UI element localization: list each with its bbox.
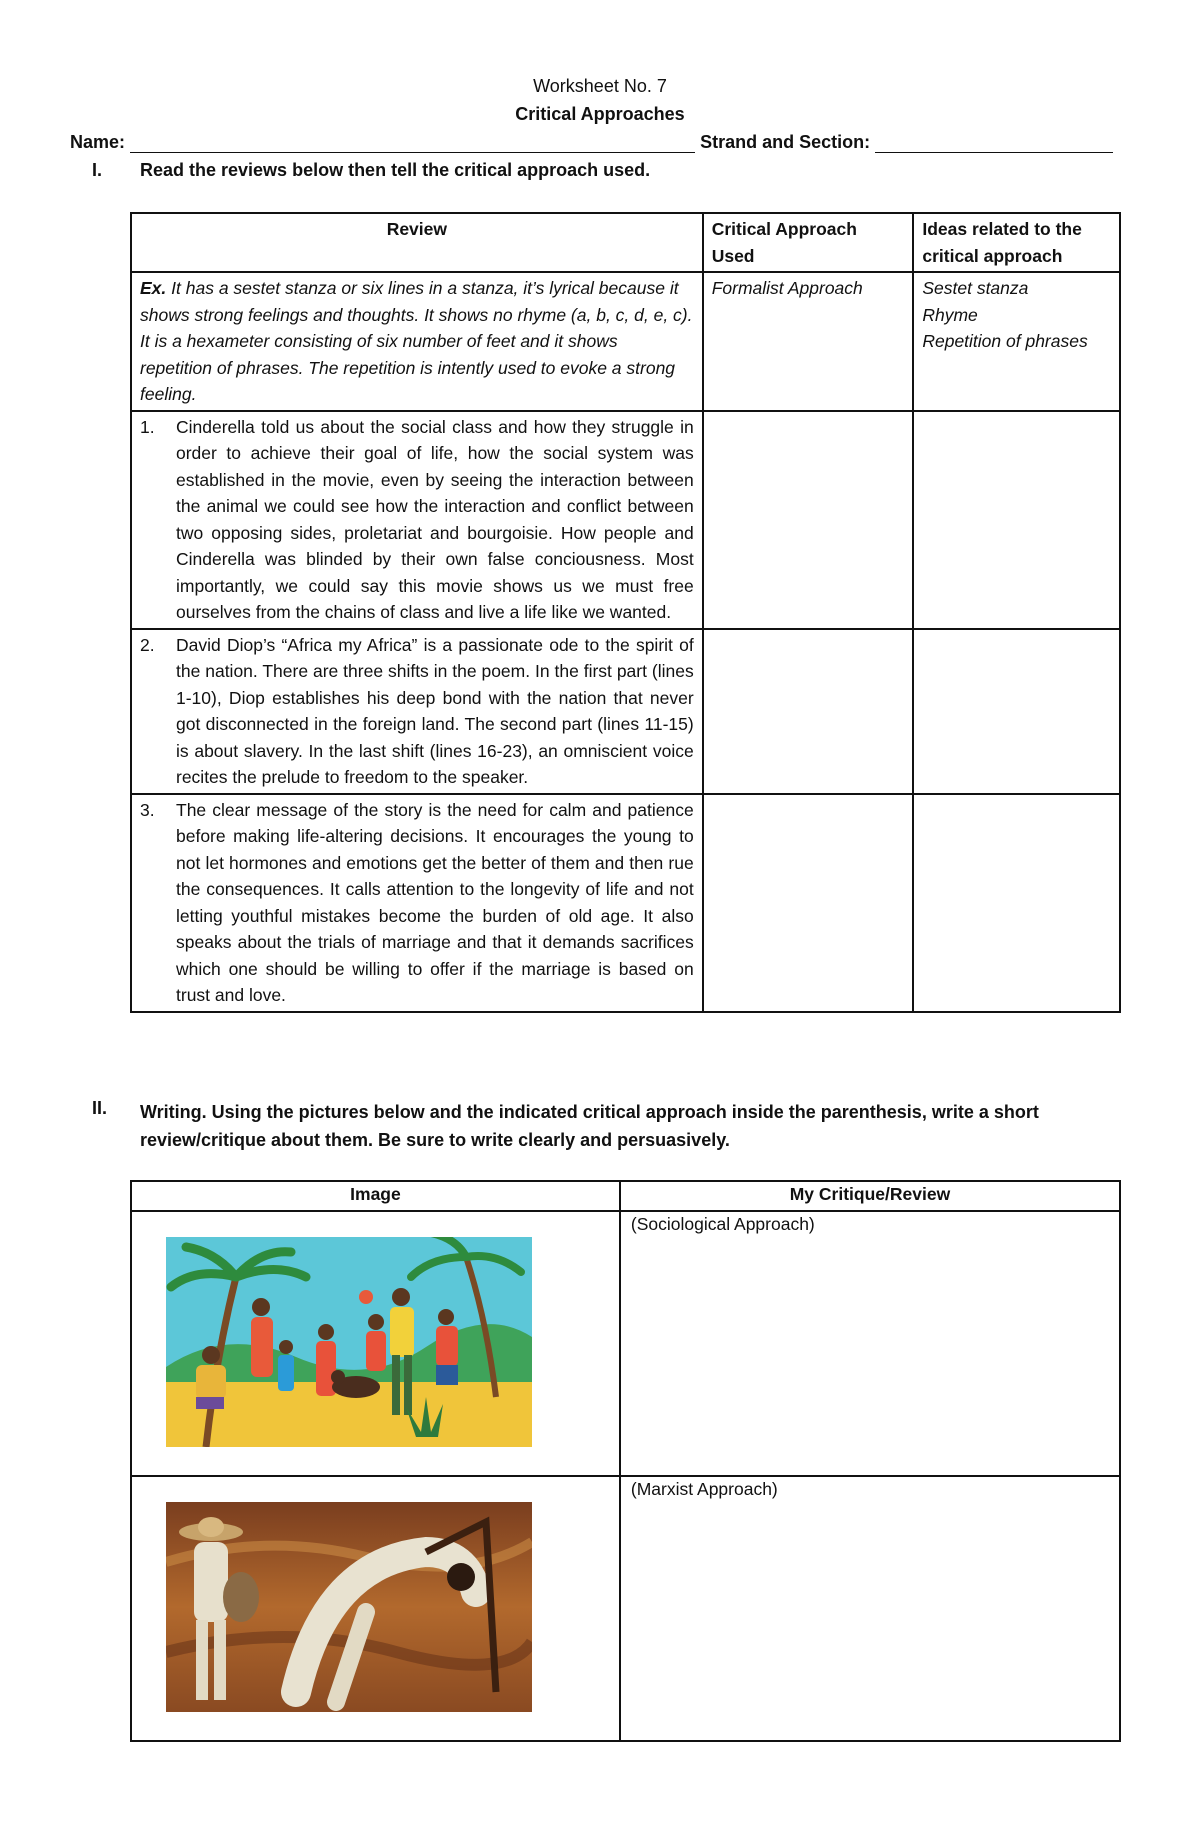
example-row	[131, 272, 1120, 411]
review-cell	[131, 411, 703, 629]
review-number: 3.	[140, 799, 155, 820]
example-review	[131, 272, 703, 411]
image-cell	[131, 1211, 620, 1476]
col-approach-header: Critical Approach Used	[703, 213, 914, 272]
worksheet-number: Worksheet No. 7	[533, 76, 667, 96]
ideas-answer-cell[interactable]	[913, 411, 1120, 629]
review-number: 2.	[140, 634, 155, 655]
section2-roman: II.	[92, 1098, 108, 1118]
review-row	[131, 794, 1120, 1012]
review-text: Cinderella told us about the social class and how they struggle in order to achieve their goal of life, how the social system was established in the movie, even by seeing the interaction between the animal we could see how the interaction and conflict between two opposing sides, proletariat and bourgoisie. How people and Cinderella was blinded by their own false conciousness. Most importantly, we could say this movie shows us we must free ourselves from the chains of class and live a life like we wanted.	[176, 416, 694, 622]
writing-row	[131, 1476, 1120, 1741]
name-label: Name:	[70, 132, 126, 152]
example-prefix: Ex.	[140, 278, 167, 298]
strand-label: Strand and Section:	[700, 132, 871, 152]
family-beach-illustration	[166, 1237, 532, 1447]
writing-header-row	[131, 1181, 1120, 1211]
writing-row	[131, 1211, 1120, 1476]
writing-table	[130, 1180, 1121, 1742]
review-cell	[131, 794, 703, 1012]
approach-answer-cell[interactable]	[703, 411, 914, 629]
col-image-header: Image	[131, 1181, 620, 1211]
review-number: 1.	[140, 416, 155, 437]
review-text: David Diop’s “Africa my Africa” is a passionate ode to the spirit of the nation. There are three shifts in the poem. In the first part (lines 1-10), Diop establishes his deep bond with the nation that never got disconnected in the foreign land. The second part (lines 11-15) is about slavery. In the last shift (lines 16-23), an omniscient voice recites the prelude to freedom to the speaker.	[176, 634, 694, 787]
example-ideas	[913, 272, 1120, 411]
example-idea: Rhyme	[922, 304, 978, 325]
review-row	[131, 629, 1120, 794]
marxist-critique-cell[interactable]	[620, 1476, 1120, 1741]
worksheet-title: Critical Approaches	[515, 104, 685, 124]
example-review-text: It has a sestet stanza or six lines in a stanza, it’s lyrical because it shows strong feelings and thoughts. It shows no rhyme (a, b, c, d, e, c). It is a hexameter consisting of six number of feet and it shows repetition of phrases. The repetition is intently used to evoke a strong feeling.	[140, 278, 693, 404]
approach-answer-cell[interactable]	[703, 794, 914, 1012]
example-approach: Formalist Approach	[703, 272, 914, 411]
review-row	[131, 411, 1120, 629]
section1-instruction: Read the reviews below then tell the critical approach used.	[140, 160, 651, 180]
section1-roman: I.	[92, 160, 103, 180]
section2-instruction: Writing. Using the pictures below and the indicated critical approach inside the parenthesis, write a short review/critique about them. Be sure to write clearly and persuasively.	[140, 1102, 1039, 1150]
example-idea: Repetition of phrases	[922, 331, 1088, 351]
col-ideas-header: Ideas related to the critical approach	[913, 213, 1120, 272]
strand-blank	[875, 138, 1113, 153]
col-review-header: Review	[131, 213, 703, 272]
name-strand-line	[70, 132, 1130, 153]
reviews-header-row	[131, 213, 1120, 272]
image-cell	[131, 1476, 620, 1741]
approach-answer-cell[interactable]	[703, 629, 914, 794]
farm-workers-painting	[166, 1502, 532, 1712]
ideas-answer-cell[interactable]	[913, 794, 1120, 1012]
review-cell	[131, 629, 703, 794]
review-text: The clear message of the story is the need for calm and patience before making life-altering decisions. It encourages the young to not let hormones and emotions get the better of them and then rue the consequences. It calls attention to the longevity of life and not letting youthful mistakes become the burden of old age. It also speaks about the trials of marriage and that it demands sacrifices which one should be willing to offer if the marriage is based on trust and love.	[176, 799, 694, 1005]
ideas-answer-cell[interactable]	[913, 629, 1120, 794]
sociological-critique-cell[interactable]	[620, 1211, 1120, 1476]
approach-label: (Sociological Approach)	[630, 1214, 815, 1234]
name-blank	[130, 138, 695, 153]
col-critique-header: My Critique/Review	[620, 1181, 1120, 1211]
approach-label: (Marxist Approach)	[630, 1479, 778, 1499]
example-idea: Sestet stanza	[922, 278, 1029, 298]
reviews-table	[130, 212, 1121, 1013]
